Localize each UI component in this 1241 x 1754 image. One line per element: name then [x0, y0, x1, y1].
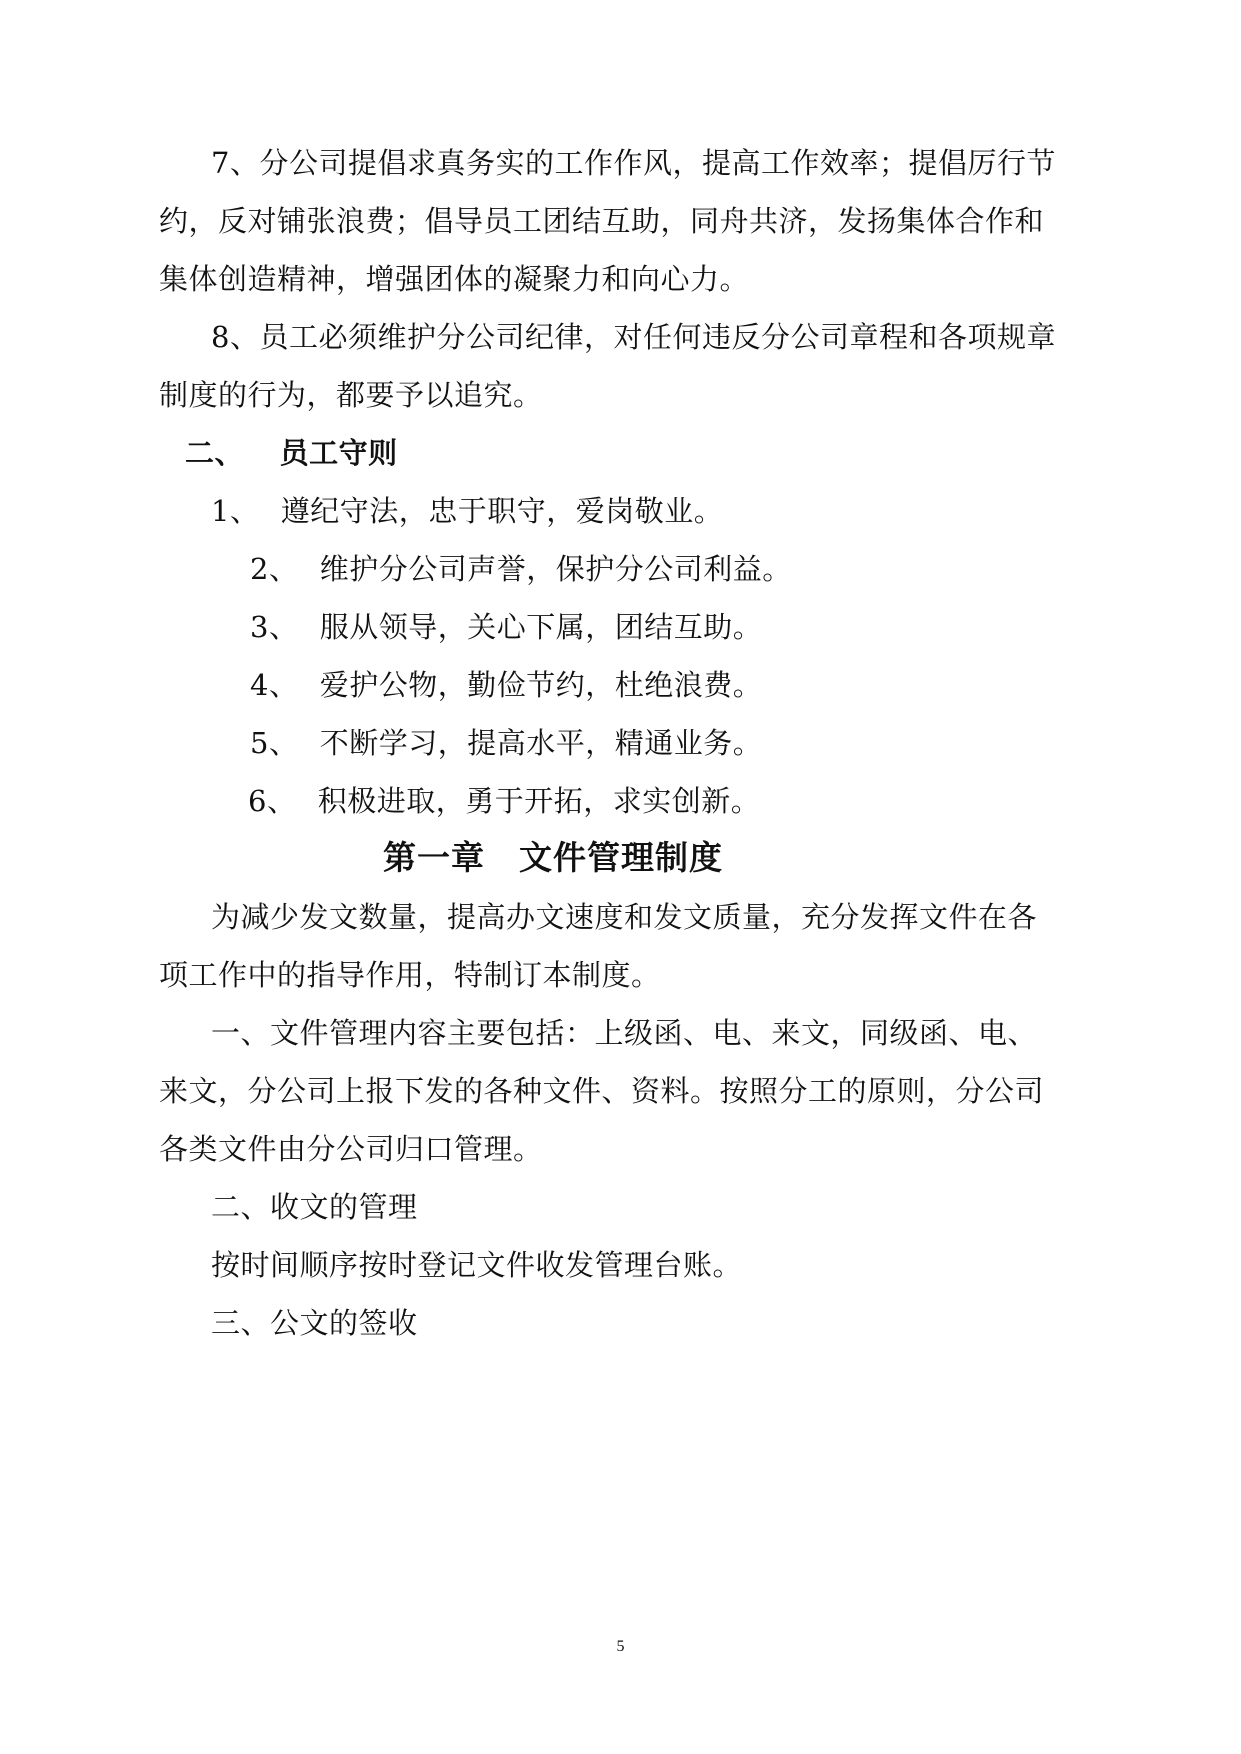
rule-item-text: 维护分公司声誉，保护分公司利益。	[319, 552, 792, 586]
section-heading-employee-rules	[185, 433, 398, 473]
rule-item-text: 不断学习，提高水平，精通业务。	[319, 726, 763, 760]
rule-item-text: 积极进取，勇于开拓，求实创新。	[317, 784, 761, 818]
page-number: 5	[616, 1638, 625, 1655]
rule-item-number: 5、	[250, 726, 299, 760]
rule-item-number: 4、	[250, 668, 299, 702]
rule-item-4	[250, 665, 762, 705]
section-heading-title: 员工守则	[279, 436, 398, 470]
rule-item-number: 2、	[250, 552, 299, 586]
paragraph-8-line-1: 8、员工必须维护分公司纪律，对任何违反分公司章程和各项规章	[211, 320, 1056, 354]
rule-item-text: 爱护公物，勤俭节约，杜绝浪费。	[319, 668, 763, 702]
rule-item-text: 遵纪守法，忠于职守，爱岗敬业。	[280, 494, 724, 528]
clause-3-title: 三、公文的签收	[211, 1306, 418, 1340]
paragraph-7-line-2: 约，反对铺张浪费；倡导员工团结互助，同舟共济，发扬集体合作和	[159, 204, 1045, 238]
rule-item-6	[248, 781, 760, 821]
rule-item-5	[250, 723, 762, 763]
rule-item-number: 1、	[211, 494, 260, 528]
chapter-intro-line-2: 项工作中的指导作用，特制订本制度。	[159, 958, 661, 992]
paragraph-8-line-2: 制度的行为，都要予以追究。	[159, 378, 543, 412]
rule-item-number: 3、	[250, 610, 299, 644]
section-heading-number: 二、	[185, 436, 245, 470]
clause-2-title: 二、收文的管理	[211, 1190, 418, 1224]
rule-item-number: 6、	[248, 784, 297, 818]
clause-2-text: 按时间顺序按时登记文件收发管理台账。	[211, 1248, 743, 1282]
chapter-title: 第一章 文件管理制度	[383, 838, 723, 877]
rule-item-2	[250, 549, 792, 589]
rule-item-text: 服从领导，关心下属，团结互助。	[319, 610, 763, 644]
chapter-intro-line-1: 为减少发文数量，提高办文速度和发文质量，充分发挥文件在各	[211, 900, 1038, 934]
clause-1-line-2: 来文，分公司上报下发的各种文件、资料。按照分工的原则，分公司	[159, 1074, 1045, 1108]
paragraph-7-line-3: 集体创造精神，增强团体的凝聚力和向心力。	[159, 262, 750, 296]
rule-item-3	[250, 607, 762, 647]
paragraph-7-line-1: 7、分公司提倡求真务实的工作作风，提高工作效率；提倡厉行节	[211, 146, 1056, 180]
clause-1-line-1: 一、文件管理内容主要包括：上级函、电、来文，同级函、电、	[211, 1016, 1038, 1050]
rule-item-1	[211, 491, 723, 531]
clause-1-line-3: 各类文件由分公司归口管理。	[159, 1132, 543, 1166]
